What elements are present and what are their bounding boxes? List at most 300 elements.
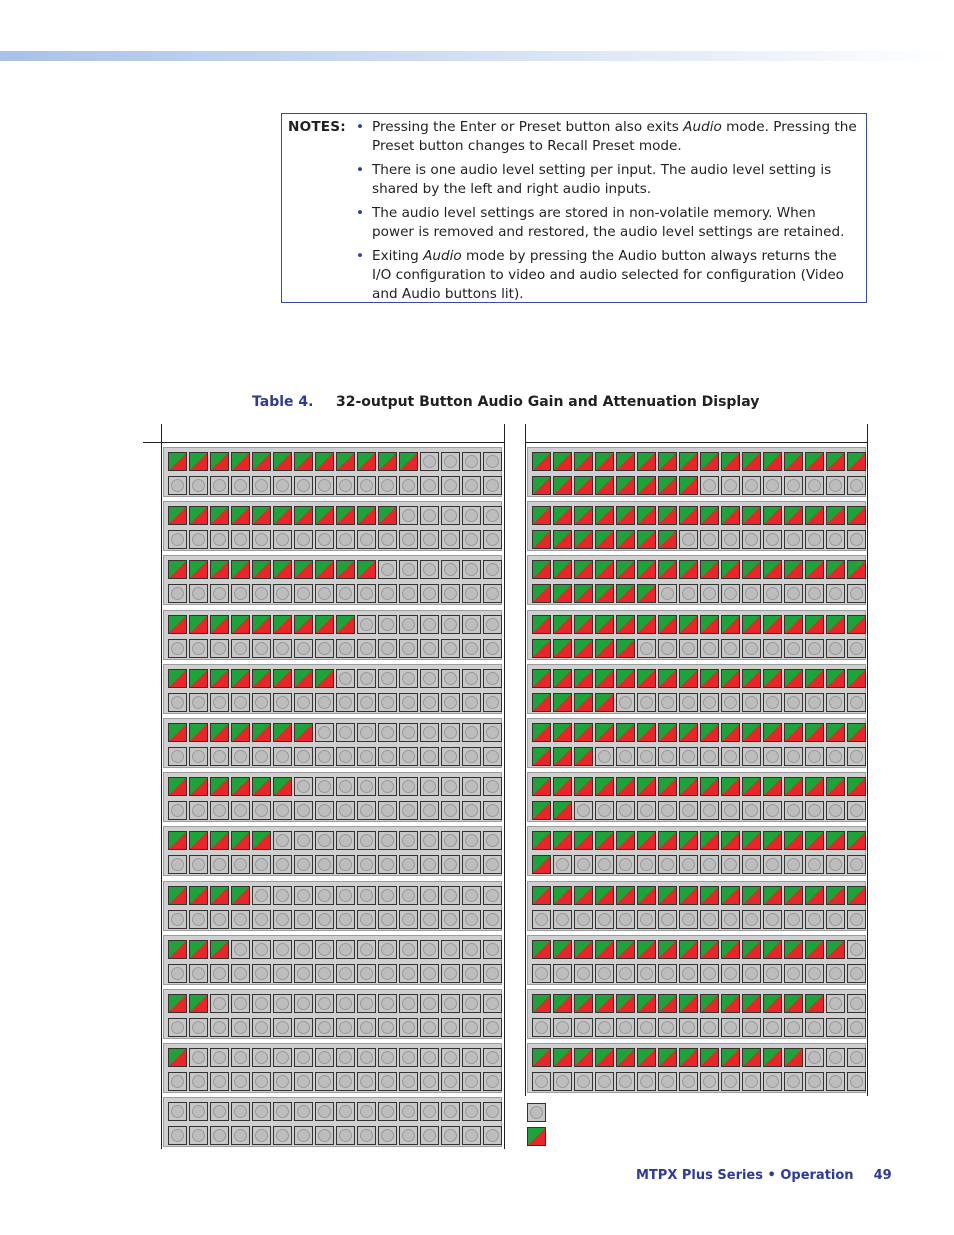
unlit-button xyxy=(420,452,439,471)
unlit-button xyxy=(462,560,481,579)
unlit-button xyxy=(168,639,187,658)
note-item: • The audio level settings are stored in non-volatile memory. When power is removed and restored, the audio level settings are retained. xyxy=(356,204,860,242)
unlit-button xyxy=(399,1048,418,1067)
gain-row xyxy=(163,881,502,931)
lit-button xyxy=(532,452,551,471)
unlit-button xyxy=(847,910,866,929)
unlit-button xyxy=(805,1018,824,1037)
lit-button xyxy=(805,994,824,1013)
unlit-button xyxy=(357,831,376,850)
unlit-button xyxy=(742,639,761,658)
lit-button xyxy=(658,723,677,742)
unlit-button xyxy=(210,639,229,658)
unlit-button xyxy=(252,855,271,874)
lit-button xyxy=(847,615,866,634)
unlit-button xyxy=(399,1126,418,1145)
unlit-button xyxy=(532,1072,551,1091)
unlit-button xyxy=(420,476,439,495)
top-button-line xyxy=(532,452,868,471)
lit-button xyxy=(721,560,740,579)
lit-button xyxy=(763,886,782,905)
unlit-button xyxy=(231,1072,250,1091)
lit-button xyxy=(210,669,229,688)
lit-button xyxy=(826,886,845,905)
unlit-button xyxy=(700,530,719,549)
unlit-button xyxy=(189,1126,208,1145)
lit-button xyxy=(658,506,677,525)
unlit-button xyxy=(210,1102,229,1121)
unlit-button xyxy=(378,530,397,549)
lit-button xyxy=(700,452,719,471)
unlit-button xyxy=(420,886,439,905)
unlit-button xyxy=(679,1018,698,1037)
lit-button xyxy=(574,560,593,579)
unlit-button xyxy=(336,777,355,796)
top-button-line xyxy=(168,669,504,688)
unlit-button xyxy=(294,530,313,549)
unlit-button xyxy=(357,886,376,905)
unlit-button xyxy=(315,831,334,850)
lit-button xyxy=(315,615,334,634)
lit-button xyxy=(553,584,572,603)
lit-button xyxy=(252,669,271,688)
table-left-rule xyxy=(161,424,162,1149)
lit-button xyxy=(273,777,292,796)
lit-button xyxy=(532,1048,551,1067)
unlit-button xyxy=(637,964,656,983)
lit-button xyxy=(532,855,551,874)
unlit-button xyxy=(784,476,803,495)
lit-button xyxy=(574,506,593,525)
unlit-button xyxy=(616,1018,635,1037)
lit-button xyxy=(742,452,761,471)
note-item: • Pressing the Enter or Preset button also exits Audio mode. Pressing the Preset button changes to Recall Preset mode. xyxy=(356,118,860,156)
lit-button xyxy=(189,886,208,905)
unlit-button xyxy=(315,801,334,820)
unlit-button xyxy=(399,530,418,549)
unlit-button xyxy=(462,1018,481,1037)
lit-button xyxy=(763,669,782,688)
lit-button xyxy=(210,560,229,579)
unlit-button xyxy=(574,801,593,820)
unlit-button xyxy=(315,940,334,959)
unlit-button xyxy=(847,994,866,1013)
unlit-button xyxy=(357,1072,376,1091)
unlit-button xyxy=(742,855,761,874)
unlit-button xyxy=(462,831,481,850)
unlit-button xyxy=(763,1072,782,1091)
unlit-button xyxy=(336,994,355,1013)
unlit-button xyxy=(357,747,376,766)
unlit-button xyxy=(399,506,418,525)
unlit-button xyxy=(700,855,719,874)
table-mid-right-rule xyxy=(525,424,526,1096)
lit-button xyxy=(847,723,866,742)
lit-button xyxy=(763,777,782,796)
unlit-button xyxy=(763,530,782,549)
lit-button xyxy=(553,831,572,850)
lit-button xyxy=(784,560,803,579)
unlit-button xyxy=(483,560,502,579)
unlit-button xyxy=(742,1018,761,1037)
lit-button xyxy=(826,669,845,688)
lit-button xyxy=(616,584,635,603)
unlit-button xyxy=(273,940,292,959)
unlit-button xyxy=(378,693,397,712)
gain-row xyxy=(527,447,866,497)
unlit-button xyxy=(294,639,313,658)
unlit-button xyxy=(399,639,418,658)
gain-row xyxy=(163,989,502,1039)
lit-button xyxy=(294,560,313,579)
bottom-button-line xyxy=(532,910,868,929)
unlit-button xyxy=(378,777,397,796)
lit-button xyxy=(805,886,824,905)
unlit-button xyxy=(315,1102,334,1121)
lit-button xyxy=(168,994,187,1013)
unlit-button xyxy=(420,855,439,874)
lit-button xyxy=(742,831,761,850)
unlit-button xyxy=(231,747,250,766)
unlit-button xyxy=(658,693,677,712)
unlit-button xyxy=(763,910,782,929)
unlit-button xyxy=(273,910,292,929)
unlit-button xyxy=(742,693,761,712)
lit-button xyxy=(210,723,229,742)
lit-button xyxy=(763,1048,782,1067)
unlit-button xyxy=(168,855,187,874)
unlit-button xyxy=(399,560,418,579)
unlit-button xyxy=(574,1018,593,1037)
unlit-button xyxy=(462,1072,481,1091)
unlit-button xyxy=(336,669,355,688)
unlit-button xyxy=(826,530,845,549)
unlit-button xyxy=(336,723,355,742)
unlit-button xyxy=(336,693,355,712)
lit-button xyxy=(637,584,656,603)
lit-button xyxy=(658,940,677,959)
unlit-button xyxy=(357,584,376,603)
header-gradient-bar xyxy=(0,51,954,61)
lit-button xyxy=(742,669,761,688)
unlit-button xyxy=(210,910,229,929)
unlit-button xyxy=(805,530,824,549)
lit-button xyxy=(553,452,572,471)
unlit-button xyxy=(574,910,593,929)
top-button-line xyxy=(168,940,504,959)
unlit-button xyxy=(441,964,460,983)
unlit-button xyxy=(315,1018,334,1037)
top-button-line xyxy=(168,1102,504,1121)
unlit-button xyxy=(210,530,229,549)
lit-button xyxy=(679,1048,698,1067)
unlit-button xyxy=(336,1048,355,1067)
lit-button xyxy=(273,506,292,525)
lit-button xyxy=(574,639,593,658)
unlit-button xyxy=(189,1102,208,1121)
lit-button xyxy=(700,831,719,850)
lit-button xyxy=(595,506,614,525)
unlit-button xyxy=(721,639,740,658)
unlit-button xyxy=(805,584,824,603)
unlit-button xyxy=(637,855,656,874)
unlit-button xyxy=(399,584,418,603)
unlit-button xyxy=(742,801,761,820)
unlit-button xyxy=(231,530,250,549)
bottom-button-line xyxy=(168,693,504,712)
lit-button xyxy=(168,669,187,688)
lit-button xyxy=(189,615,208,634)
gain-row xyxy=(527,664,866,714)
unlit-button xyxy=(273,1048,292,1067)
unlit-button xyxy=(399,801,418,820)
unlit-button xyxy=(763,964,782,983)
unlit-button xyxy=(315,994,334,1013)
lit-button xyxy=(658,615,677,634)
unlit-button xyxy=(784,747,803,766)
unlit-button xyxy=(553,910,572,929)
table-header-rule xyxy=(143,442,505,443)
unlit-button xyxy=(658,964,677,983)
unlit-button xyxy=(336,584,355,603)
unlit-button xyxy=(847,855,866,874)
unlit-button xyxy=(399,855,418,874)
lit-button xyxy=(231,506,250,525)
bottom-button-line xyxy=(168,910,504,929)
unlit-button xyxy=(210,994,229,1013)
lit-button xyxy=(616,831,635,850)
lit-button xyxy=(742,940,761,959)
lit-button xyxy=(679,723,698,742)
unlit-button xyxy=(483,777,502,796)
lit-button xyxy=(532,747,551,766)
unlit-button xyxy=(315,530,334,549)
unlit-button xyxy=(231,1102,250,1121)
unlit-button xyxy=(378,584,397,603)
unlit-button xyxy=(378,723,397,742)
unlit-button xyxy=(847,476,866,495)
unlit-button xyxy=(294,1126,313,1145)
lit-button xyxy=(679,615,698,634)
lit-button xyxy=(574,584,593,603)
unlit-button xyxy=(420,530,439,549)
bottom-button-line xyxy=(532,747,868,766)
lit-button xyxy=(763,831,782,850)
unlit-button xyxy=(483,1126,502,1145)
gain-row xyxy=(163,935,502,985)
unlit-button xyxy=(168,910,187,929)
lit-button xyxy=(826,615,845,634)
unlit-button xyxy=(189,910,208,929)
unlit-button xyxy=(315,693,334,712)
lit-button xyxy=(574,669,593,688)
unlit-button xyxy=(420,1018,439,1037)
lit-button xyxy=(294,669,313,688)
lit-button xyxy=(595,669,614,688)
note-item: • There is one audio level setting per input. The audio level setting is shared by the left and right audio inputs. xyxy=(356,161,860,199)
unlit-button xyxy=(294,777,313,796)
unlit-button xyxy=(378,964,397,983)
unlit-button xyxy=(378,940,397,959)
unlit-button xyxy=(294,584,313,603)
unlit-button xyxy=(441,994,460,1013)
unlit-button xyxy=(532,910,551,929)
bottom-button-line xyxy=(532,1072,868,1091)
gain-row xyxy=(527,881,866,931)
unlit-button xyxy=(826,747,845,766)
lit-button xyxy=(784,669,803,688)
lit-button xyxy=(595,994,614,1013)
page-footer xyxy=(636,1168,892,1183)
lit-button xyxy=(742,506,761,525)
unlit-button xyxy=(441,1018,460,1037)
unlit-button xyxy=(252,910,271,929)
lit-button xyxy=(679,452,698,471)
lit-button xyxy=(826,723,845,742)
lit-button xyxy=(553,801,572,820)
unlit-button xyxy=(231,1048,250,1067)
bottom-button-line xyxy=(168,1018,504,1037)
top-button-line xyxy=(532,723,868,742)
lit-button xyxy=(763,615,782,634)
lit-button xyxy=(532,560,551,579)
note-item: • Exiting Audio mode by pressing the Audio button always returns the I/O configuration to video and audio selected for configuration (Video and Audio buttons lit). xyxy=(356,247,860,304)
unlit-button xyxy=(378,994,397,1013)
lit-button xyxy=(574,476,593,495)
unlit-button xyxy=(210,747,229,766)
unlit-button xyxy=(378,476,397,495)
unlit-button xyxy=(462,723,481,742)
lit-button xyxy=(805,615,824,634)
unlit-button xyxy=(805,747,824,766)
lit-button xyxy=(168,615,187,634)
lit-button xyxy=(210,940,229,959)
unlit-button xyxy=(483,747,502,766)
lit-button xyxy=(574,886,593,905)
unlit-button xyxy=(294,994,313,1013)
top-button-line xyxy=(168,723,504,742)
unlit-button xyxy=(399,693,418,712)
top-button-line xyxy=(532,560,868,579)
unlit-button xyxy=(483,693,502,712)
unlit-button xyxy=(294,747,313,766)
unlit-button xyxy=(252,994,271,1013)
unlit-button xyxy=(357,801,376,820)
lit-button xyxy=(168,452,187,471)
lit-button xyxy=(532,777,551,796)
unlit-button xyxy=(595,910,614,929)
lit-button xyxy=(637,615,656,634)
unlit-button xyxy=(231,910,250,929)
unlit-button xyxy=(721,476,740,495)
lit-button xyxy=(574,452,593,471)
unlit-button xyxy=(399,886,418,905)
unlit-button xyxy=(742,476,761,495)
unlit-button xyxy=(847,1072,866,1091)
lit-button xyxy=(168,723,187,742)
unlit-button xyxy=(420,777,439,796)
table-title: 32-output Button Audio Gain and Attenuation Display xyxy=(336,394,760,410)
unlit-button xyxy=(315,1048,334,1067)
unlit-button xyxy=(483,886,502,905)
lit-button xyxy=(700,1048,719,1067)
unlit-button xyxy=(420,723,439,742)
lit-button xyxy=(616,940,635,959)
unlit-button xyxy=(742,747,761,766)
unlit-button xyxy=(658,747,677,766)
unlit-button xyxy=(399,777,418,796)
unlit-button xyxy=(336,940,355,959)
lit-button xyxy=(595,639,614,658)
top-button-line xyxy=(532,615,868,634)
lit-button xyxy=(805,560,824,579)
unlit-button xyxy=(483,530,502,549)
lit-button xyxy=(784,994,803,1013)
unlit-button xyxy=(231,994,250,1013)
unlit-button xyxy=(826,910,845,929)
unlit-button xyxy=(378,855,397,874)
unlit-button xyxy=(210,476,229,495)
unlit-button xyxy=(252,530,271,549)
lit-button xyxy=(742,886,761,905)
unlit-button xyxy=(784,639,803,658)
lit-button xyxy=(595,693,614,712)
unlit-button xyxy=(441,886,460,905)
unlit-button xyxy=(231,639,250,658)
unlit-button xyxy=(637,639,656,658)
lit-button xyxy=(616,530,635,549)
unlit-button xyxy=(231,476,250,495)
top-button-line xyxy=(532,669,868,688)
bottom-button-line xyxy=(168,530,504,549)
lit-button xyxy=(805,669,824,688)
unlit-button xyxy=(189,1048,208,1067)
lit-button xyxy=(553,994,572,1013)
unlit-button xyxy=(420,1048,439,1067)
lit-button xyxy=(847,560,866,579)
lit-button xyxy=(721,723,740,742)
unlit-button xyxy=(420,669,439,688)
unlit-button xyxy=(357,1018,376,1037)
lit-button xyxy=(231,615,250,634)
unlit-button xyxy=(168,801,187,820)
gain-row xyxy=(163,447,502,497)
unlit-button xyxy=(378,639,397,658)
unlit-button xyxy=(273,747,292,766)
unlit-button xyxy=(294,910,313,929)
gain-row xyxy=(527,501,866,551)
unlit-button xyxy=(553,964,572,983)
unlit-button xyxy=(168,584,187,603)
unlit-button xyxy=(595,801,614,820)
unlit-button xyxy=(763,476,782,495)
unlit-button xyxy=(784,530,803,549)
lit-button xyxy=(532,723,551,742)
unlit-button xyxy=(441,584,460,603)
unlit-button xyxy=(189,964,208,983)
unlit-button xyxy=(231,1018,250,1037)
unlit-button xyxy=(231,964,250,983)
unlit-button xyxy=(189,855,208,874)
lit-button xyxy=(637,452,656,471)
unlit-button xyxy=(252,801,271,820)
lit-button xyxy=(616,560,635,579)
lit-button xyxy=(378,452,397,471)
unlit-button xyxy=(721,693,740,712)
lit-button xyxy=(315,452,334,471)
lit-button xyxy=(616,506,635,525)
lit-button xyxy=(700,560,719,579)
